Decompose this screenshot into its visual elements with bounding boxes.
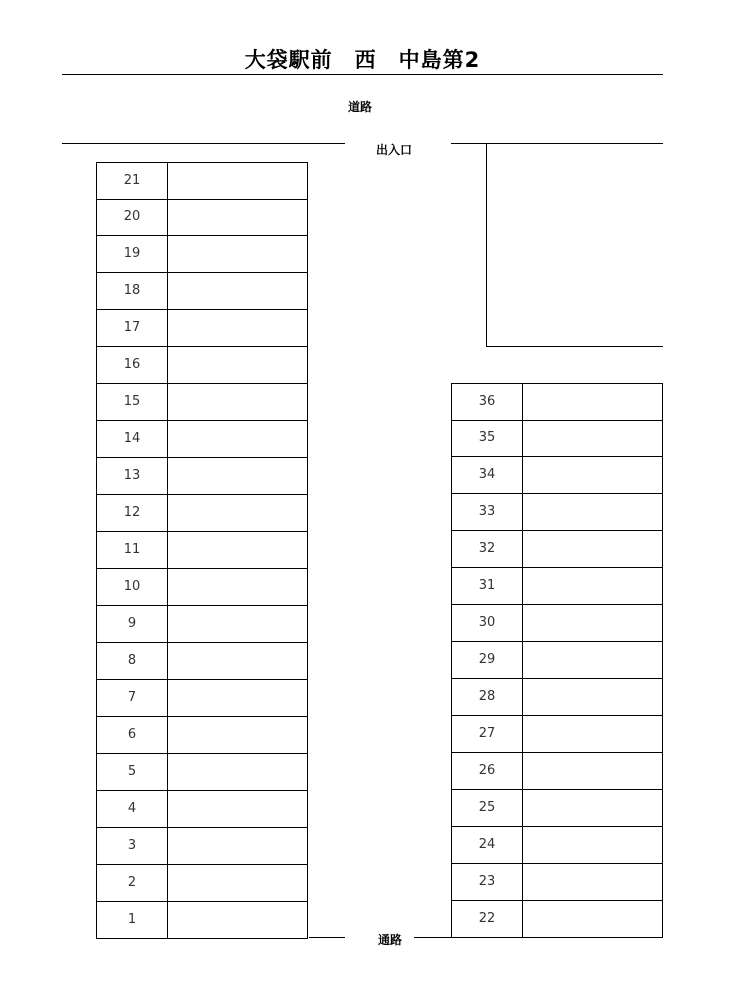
stall-name-cell: [167, 199, 308, 236]
stall-number: 30: [451, 605, 523, 642]
stall-name-cell: [167, 680, 308, 717]
stall-number: 34: [451, 457, 523, 494]
stall-name-cell: [167, 421, 308, 458]
entrance-label: 出入口: [376, 143, 413, 157]
stall-name-cell: [167, 902, 308, 939]
stall-number: 20: [96, 199, 168, 236]
stall-name-cell: [167, 791, 308, 828]
stall-name-cell: [522, 901, 663, 938]
stall-name-cell: [522, 605, 663, 642]
stall-name-cell: [167, 162, 308, 200]
stall-name-cell: [522, 642, 663, 679]
stall-number: 28: [451, 679, 523, 716]
stall-number: 17: [96, 310, 168, 347]
stall-number: 11: [96, 532, 168, 569]
stall-number: 23: [451, 864, 523, 901]
stall-number: 35: [451, 420, 523, 457]
stall-number: 10: [96, 569, 168, 606]
stall-name-cell: [522, 827, 663, 864]
stall-name-cell: [167, 569, 308, 606]
stall-number: 24: [451, 827, 523, 864]
stall-number: 19: [96, 236, 168, 273]
stall-number: 13: [96, 458, 168, 495]
stall-number: 31: [451, 568, 523, 605]
aisle-bottom-label: 通路: [378, 933, 403, 947]
stall-name-cell: [167, 495, 308, 532]
stall-number: 26: [451, 753, 523, 790]
stall-name-cell: [167, 458, 308, 495]
stall-name-cell: [167, 606, 308, 643]
building-wall-bottom: [486, 346, 663, 347]
stall-name-cell: [167, 347, 308, 384]
stall-name-cell: [167, 532, 308, 569]
stall-number: 2: [96, 865, 168, 902]
stall-name-cell: [167, 643, 308, 680]
stall-name-cell: [522, 864, 663, 901]
stall-number: 12: [96, 495, 168, 532]
stall-number: 22: [451, 901, 523, 938]
road-edge-left: [62, 143, 345, 144]
stall-name-cell: [522, 531, 663, 568]
title-underline: [62, 74, 663, 75]
stall-name-cell: [522, 494, 663, 531]
stall-number: 1: [96, 902, 168, 939]
stall-name-cell: [522, 383, 663, 421]
stall-number: 15: [96, 384, 168, 421]
page-title: 大袋駅前 西 中島第2: [244, 48, 481, 72]
stall-number: 21: [96, 162, 168, 200]
stall-number: 16: [96, 347, 168, 384]
stall-number: 14: [96, 421, 168, 458]
stall-number: 4: [96, 791, 168, 828]
stall-name-cell: [167, 273, 308, 310]
stall-number: 5: [96, 754, 168, 791]
stall-number: 18: [96, 273, 168, 310]
stall-name-cell: [522, 753, 663, 790]
stall-number: 6: [96, 717, 168, 754]
building-wall-left: [486, 143, 487, 346]
road-edge-right: [451, 143, 663, 144]
stall-number: 33: [451, 494, 523, 531]
stall-name-cell: [522, 679, 663, 716]
stall-name-cell: [522, 420, 663, 457]
stall-number: 32: [451, 531, 523, 568]
stall-number: 9: [96, 606, 168, 643]
stall-number: 36: [451, 383, 523, 421]
stall-name-cell: [522, 716, 663, 753]
stall-number: 3: [96, 828, 168, 865]
stall-number: 7: [96, 680, 168, 717]
stall-name-cell: [167, 717, 308, 754]
stall-name-cell: [522, 568, 663, 605]
stall-name-cell: [522, 790, 663, 827]
stall-number: 25: [451, 790, 523, 827]
road-top-label: 道路: [348, 100, 373, 114]
stall-name-cell: [522, 457, 663, 494]
stall-name-cell: [167, 310, 308, 347]
stall-number: 29: [451, 642, 523, 679]
stall-name-cell: [167, 236, 308, 273]
stall-number: 8: [96, 643, 168, 680]
stall-number: 27: [451, 716, 523, 753]
aisle-edge-left: [309, 937, 345, 938]
stall-name-cell: [167, 828, 308, 865]
aisle-edge-right: [414, 937, 451, 938]
stall-name-cell: [167, 754, 308, 791]
stall-name-cell: [167, 384, 308, 421]
stall-name-cell: [167, 865, 308, 902]
